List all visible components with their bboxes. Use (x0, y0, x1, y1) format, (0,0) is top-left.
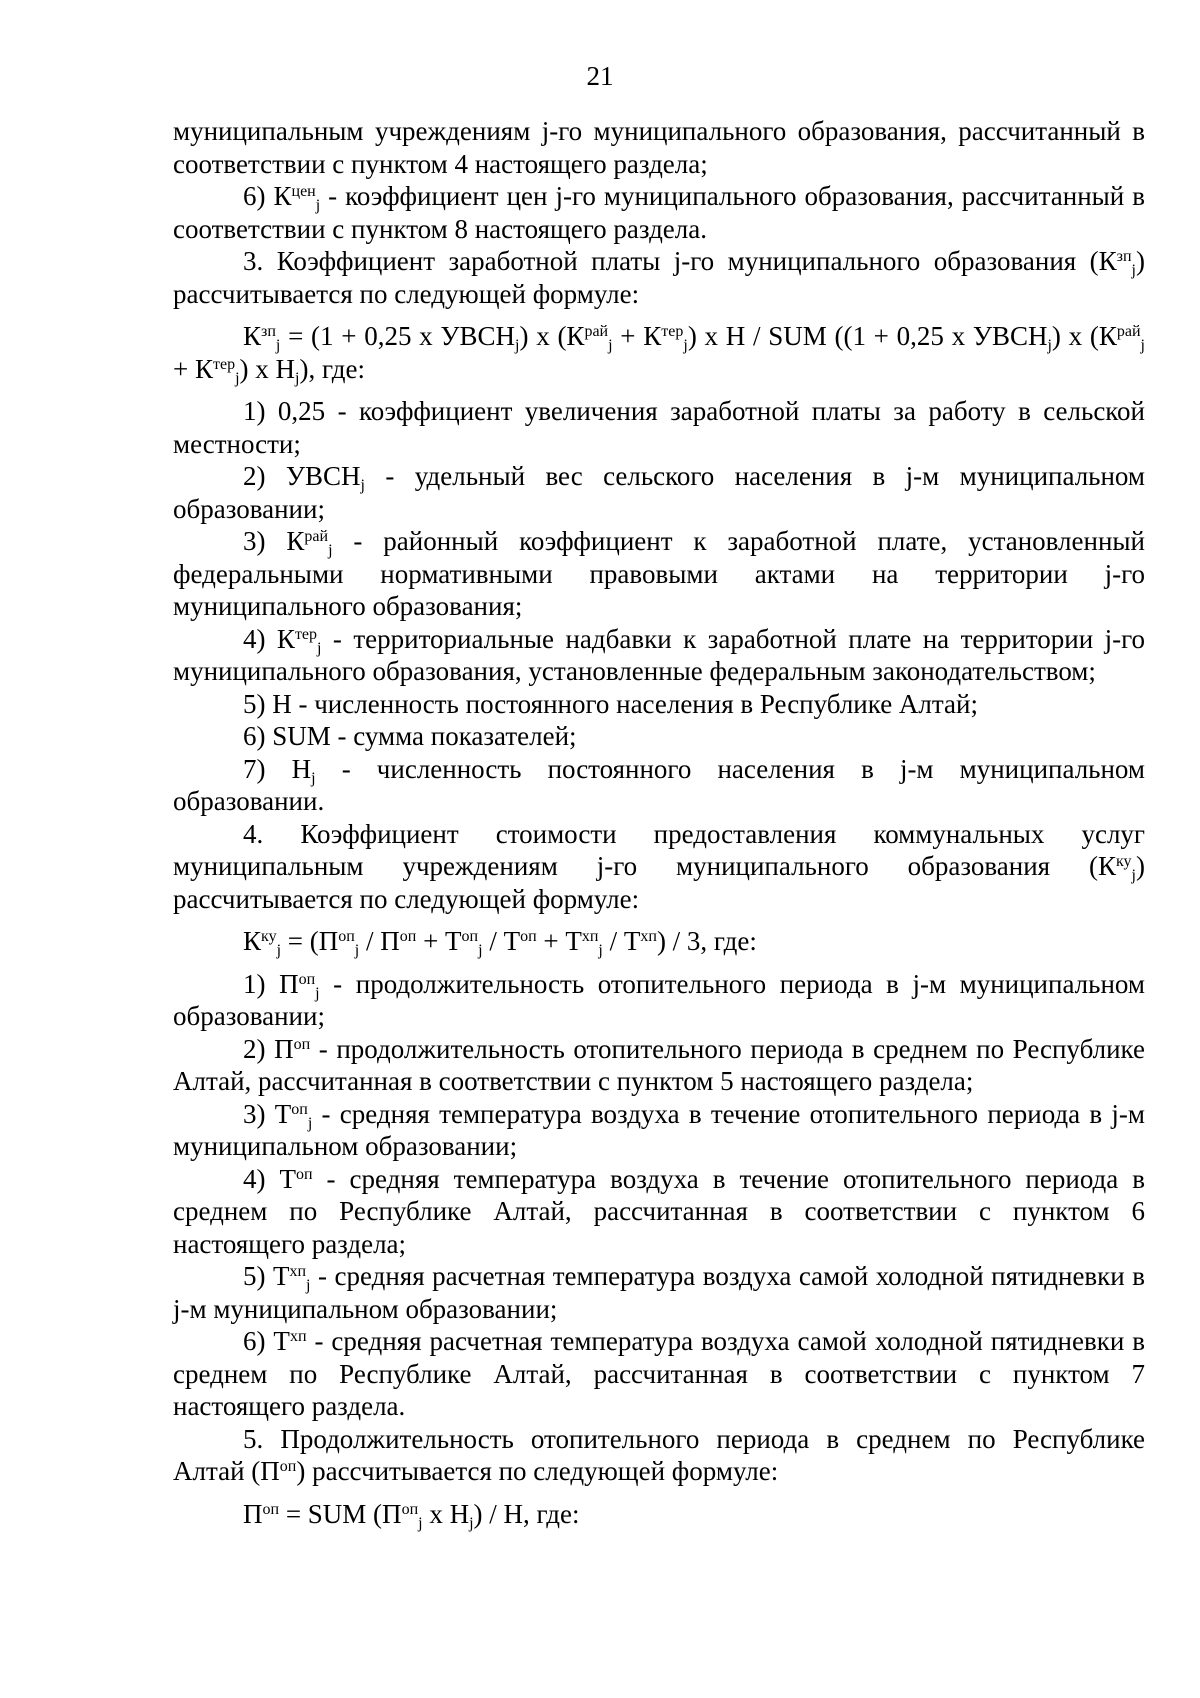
paragraph-continuation (173, 115, 1145, 180)
definition-2-rural-share (173, 460, 1145, 525)
text-run: = (1 + 0,25 x УВСН (280, 321, 516, 351)
superscript: оп (338, 928, 355, 946)
subscript: j (306, 1276, 311, 1294)
text-run: К (243, 926, 262, 956)
text-run: 2) УВСН (243, 461, 361, 491)
text-run: ) рассчитывается по следующей формуле: (296, 1456, 779, 1486)
subscript: j (1131, 261, 1136, 279)
definition-5-population (173, 688, 1145, 721)
text-run: ) x (К (519, 321, 585, 351)
text-run: К (243, 321, 262, 351)
text-run: x Н (422, 1498, 470, 1529)
superscript: тер (661, 323, 684, 341)
subscript: j (315, 196, 321, 214)
definition-2-heating-period-average (173, 1033, 1145, 1098)
formula-heating-period-average (173, 1498, 1145, 1531)
text-run: 6) SUM - сумма показателей; (243, 721, 577, 751)
page-number: 21 (586, 61, 614, 91)
subscript: j (295, 369, 300, 387)
subscript: j (598, 941, 603, 959)
superscript: хп (289, 1263, 307, 1281)
text-run: - средняя расчетная температура воздуха самой холодной пятидневки в j-м муниципальном образовании; (173, 1261, 1145, 1324)
superscript: тер (213, 355, 236, 373)
text-run: - продолжительность отопительного периода в j-м муниципальном образовании; (173, 968, 1145, 1031)
text-run: 5) Н - численность постоянного населения в Республике Алтай; (243, 688, 978, 719)
superscript: оп (279, 1458, 297, 1476)
text-run: 7) Н (243, 753, 312, 784)
subscript: j (683, 336, 688, 354)
superscript: зп (261, 323, 276, 341)
definition-1-heating-period-municipal (173, 968, 1145, 1033)
subscript: j (276, 941, 282, 959)
text-run: ) рассчитывается по следующей формуле: (173, 246, 1145, 309)
text-run: 6) К (243, 181, 292, 211)
text-run: = (П (281, 926, 339, 956)
section-4-utilities-coefficient (173, 818, 1145, 916)
text-run: муниципальным учреждениям j-го муниципального образования, рассчитанный в соответствии с пунктом 4 настоящего раздела; (173, 116, 1145, 179)
superscript: оп (401, 1500, 419, 1518)
text-run: П (243, 1498, 263, 1529)
superscript: рай (584, 323, 609, 341)
subscript: j (235, 369, 240, 387)
superscript: хп (640, 928, 657, 946)
text-run: = SUM (П (279, 1498, 402, 1529)
superscript: рай (1116, 323, 1141, 341)
text-run: 2) П (243, 1033, 294, 1064)
section-5-heating-period-average (173, 1423, 1145, 1488)
text-run: 5) Т (243, 1261, 290, 1291)
subscript: j (469, 1514, 474, 1532)
text-run: + К (612, 321, 662, 351)
superscript: ку (1116, 853, 1132, 871)
subscript: j (328, 541, 333, 559)
subscript: j (360, 476, 365, 494)
text-run: 3) Т (243, 1098, 292, 1129)
superscript: оп (291, 1100, 308, 1118)
text-run: - численность постоянного населения в j-м муниципальном образовании. (173, 753, 1146, 816)
definition-4-heating-temp-average (173, 1163, 1145, 1261)
superscript: оп (293, 1035, 311, 1053)
superscript: оп (298, 970, 316, 988)
definition-3-district-coefficient (173, 525, 1145, 623)
text-run: ) x Н (239, 353, 296, 384)
superscript: оп (399, 928, 417, 946)
definition-1-rural-coefficient (173, 395, 1145, 460)
text-run: ) / 3, где: (656, 926, 757, 956)
superscript: цен (291, 183, 316, 201)
definition-6-sum (173, 720, 1145, 753)
text-run: - продолжительность отопительного периода в среднем по Республике Алтай, рассчитанная в соответствии с пунктом 5 настоящего раздела; (173, 1033, 1145, 1096)
subscript: j (315, 984, 320, 1002)
text-run: + Т (536, 926, 582, 956)
subscript: j (418, 1514, 423, 1532)
text-run: / Т (482, 926, 521, 956)
superscript: оп (461, 928, 479, 946)
text-run: 5. Продолжительность отопительного периода в среднем по Республике Алтай (П (173, 1423, 1145, 1486)
superscript: ку (261, 928, 277, 946)
superscript: рай (304, 528, 329, 546)
superscript: оп (520, 928, 537, 946)
subscript: j (1047, 336, 1052, 354)
subscript: j (1131, 866, 1136, 884)
text-run: 4. Коэффициент стоимости предоставления коммунальных услуг муниципальным учреждениям j-го муниципального образования (К (173, 818, 1145, 881)
superscript: хп (289, 1328, 307, 1346)
definition-3-heating-temp-municipal (173, 1098, 1145, 1163)
section-3-salary-coefficient (173, 245, 1145, 310)
subscript: j (608, 336, 613, 354)
text-run: / Т (602, 926, 641, 956)
text-run: ) / Н, где: (473, 1498, 580, 1529)
text-run: 1) 0,25 - коэффициент увеличения заработной платы за работу в сельской местности; (173, 396, 1145, 459)
superscript: зп (1116, 248, 1132, 266)
definition-7-municipal-population (173, 753, 1145, 818)
text-run: - районный коэффициент к заработной плате, установленный федеральными нормативными правовыми актами на территории j-го муниципального образования; (173, 526, 1145, 621)
superscript: тер (294, 625, 318, 643)
text-run: 4) Т (243, 1163, 296, 1194)
text-run: ) рассчитывается по следующей формуле: (173, 851, 1145, 914)
text-run: ) x (К (1051, 321, 1117, 351)
text-run: + Т (416, 926, 462, 956)
subscript: j (515, 336, 520, 354)
text-run: - средняя расчетная температура воздуха самой холодной пятидневки в среднем по Республике Алтай, рассчитанная в соответствии с пунктом 7 настоящего раздела. (173, 1326, 1146, 1421)
definition-4-territorial-allowance (173, 623, 1145, 688)
text-run: - средняя температура воздуха в течение отопительного периода в среднем по Республике Алтай, рассчитанная в соответствии с пунктом 6 настоящего раздела; (173, 1163, 1145, 1259)
text-run: 4) К (243, 623, 295, 654)
subscript: j (478, 941, 483, 959)
superscript: оп (262, 1500, 280, 1518)
superscript: хп (581, 928, 599, 946)
superscript: оп (295, 1165, 313, 1183)
text-run: 6) Т (243, 1326, 290, 1356)
definition-5-cold-temp-municipal (173, 1260, 1145, 1325)
document-body (173, 115, 1145, 1530)
text-run: + К (173, 353, 213, 384)
formula-salary-coefficient (173, 320, 1145, 385)
definition-6-cold-temp-average (173, 1325, 1145, 1423)
text-run: - удельный вес сельского населения в j-м муниципальном образовании; (173, 461, 1146, 524)
text-run: - средняя температура воздуха в течение отопительного периода в j-м муниципальном образовании; (173, 1098, 1145, 1161)
subscript: j (317, 639, 322, 657)
text-run: - территориальные надбавки к заработной плате на территории j-го муниципального образования, установленные федеральным законодательством; (173, 623, 1145, 686)
definition-6-price-coefficient (173, 180, 1145, 245)
text-run: ) x Н / SUM ((1 + 0,25 x УВСН (687, 321, 1048, 351)
subscript: j (275, 336, 281, 354)
subscript: j (354, 941, 360, 959)
subscript: j (1140, 336, 1145, 354)
text-run: 3) К (243, 526, 305, 556)
text-run: - коэффициент цен j-го муниципального образования, рассчитанный в соответствии с пунктом 8 настоящего раздела. (173, 181, 1145, 244)
text-run: ), где: (299, 353, 365, 384)
text-run: 3. Коэффициент заработной платы j-го муниципального образования (К (243, 246, 1117, 276)
formula-utilities-coefficient (173, 925, 1145, 958)
text-run: / П (359, 926, 400, 956)
subscript: j (307, 1114, 313, 1132)
subscript: j (311, 769, 316, 787)
text-run: 1) П (243, 968, 299, 999)
